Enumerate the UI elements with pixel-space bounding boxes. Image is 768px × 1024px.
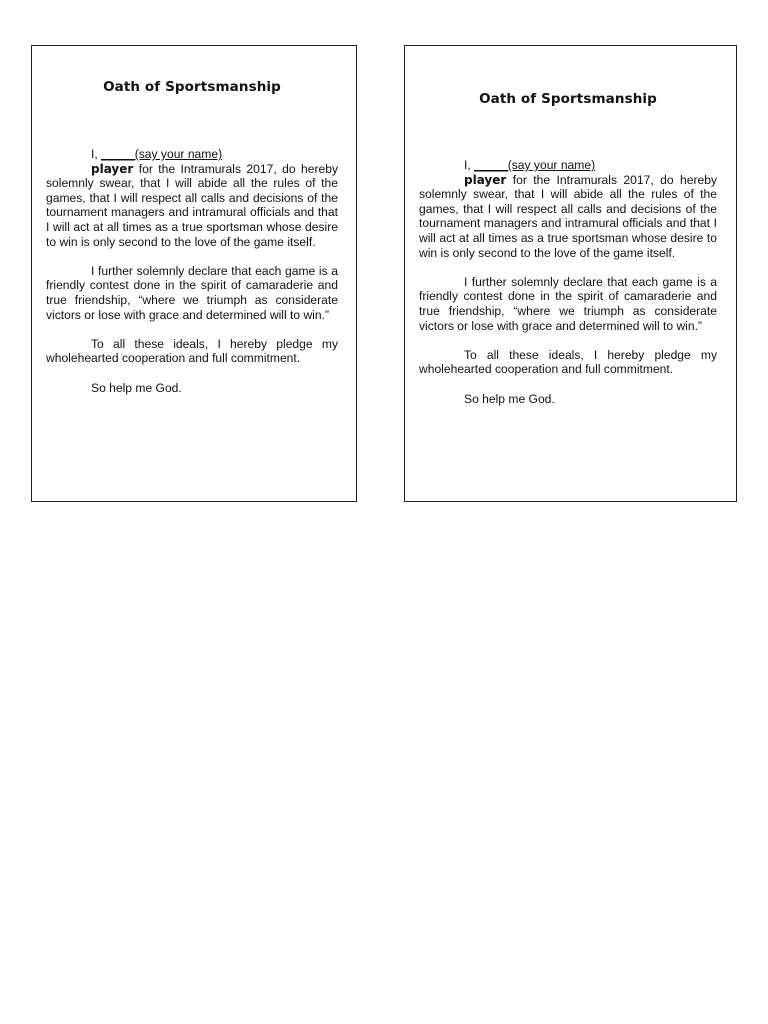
name-blank: _____(say your name) — [474, 158, 596, 172]
name-blank: _____(say your name) — [101, 147, 223, 161]
role-label: player — [464, 172, 507, 187]
oath-paragraph-3: To all these ideals, I hereby pledge my wholehearted cooperation and full commitment. — [46, 336, 338, 366]
card-title: Oath of Sportsmanship — [103, 79, 281, 95]
oath-paragraph-3: To all these ideals, I hereby pledge my wholehearted cooperation and full commitment. — [419, 347, 717, 377]
oath-paragraph-2: I further solemnly declare that each game is a friendly contest done in the spirit of camaraderie and true friendship, “where we triumph as considerate victors or lose with grace and determined will to win.” — [46, 263, 338, 322]
oath-card-left — [31, 45, 357, 502]
oath-paragraph-4: So help me God. — [464, 391, 555, 406]
paragraph-1-text: for the Intramurals 2017, do hereby solemnly swear, that I will abide all the rules of the games, that I will respect all calls and decisions of the tournament managers and intramural officials and that I will act at all times as a true sportsman whose desire to win is only second to the love of the game itself. — [46, 161, 338, 249]
oath-paragraph-1 — [46, 147, 338, 249]
oath-body — [419, 158, 717, 406]
oath-paragraph-2: I further solemnly declare that each game is a friendly contest done in the spirit of camaraderie and true friendship, “where we triumph as considerate victors or lose with grace and determined will to win.” — [419, 274, 717, 333]
oath-card-right — [404, 45, 737, 502]
oath-paragraph-1 — [419, 158, 717, 260]
role-label: player — [91, 161, 134, 176]
oath-body — [46, 147, 338, 395]
paragraph-1-text: for the Intramurals 2017, do hereby solemnly swear, that I will abide all the rules of the games, that I will respect all calls and decisions of the tournament managers and intramural officials and that I will act at all times as a true sportsman whose desire to win is only second to the love of the game itself. — [419, 172, 717, 260]
card-title: Oath of Sportsmanship — [479, 91, 657, 107]
intro-prefix: I, — [464, 158, 475, 172]
intro-prefix: I, — [91, 147, 102, 161]
oath-paragraph-4: So help me God. — [91, 380, 182, 395]
